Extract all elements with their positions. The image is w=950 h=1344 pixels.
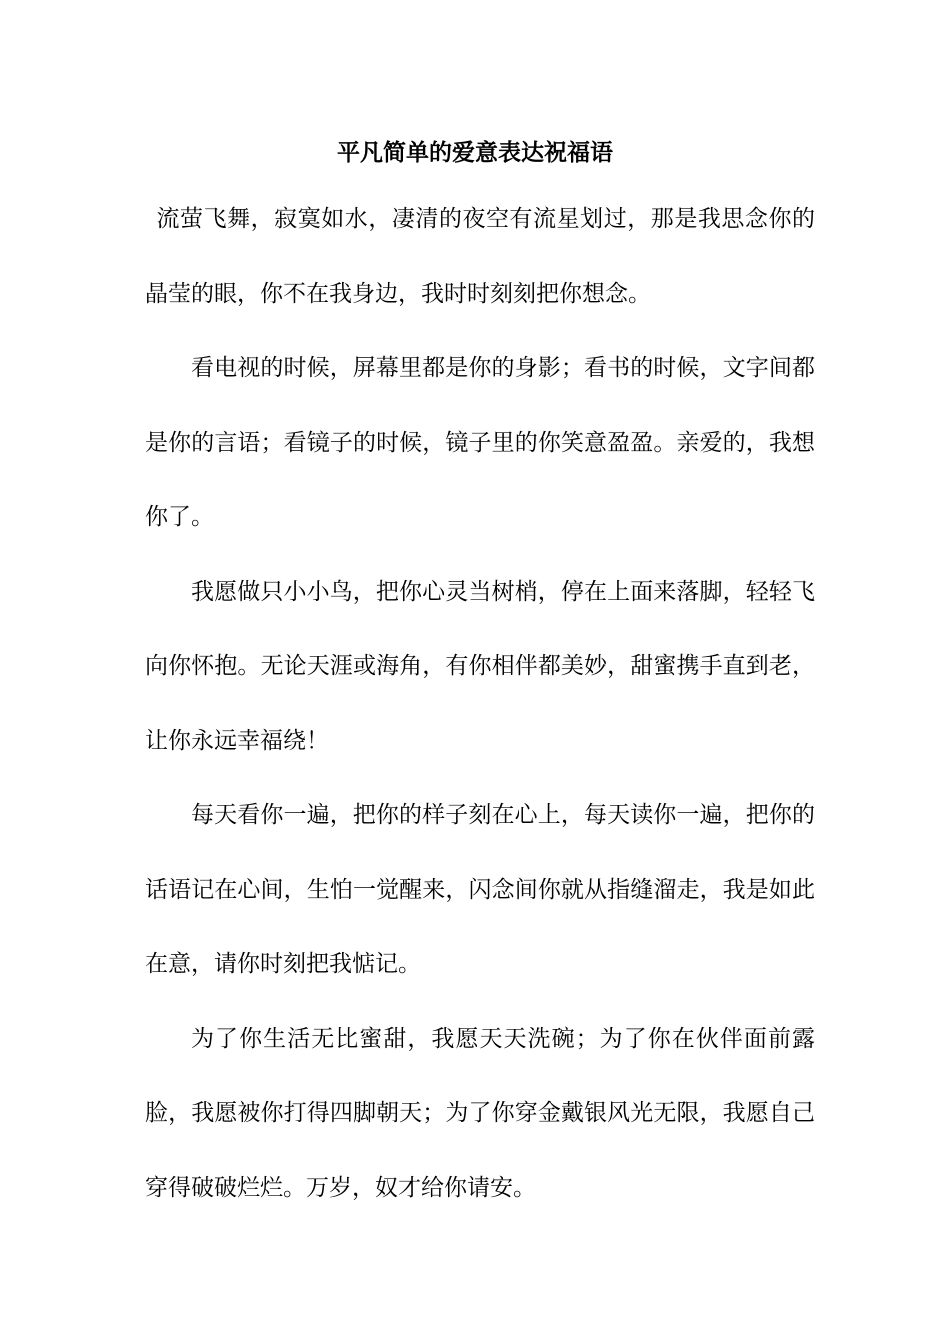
paragraph-1: 流萤飞舞，寂寞如水，凄清的夜空有流星划过，那是我思念你的晶莹的眼，你不在我身边，我时时刻刻把你想念。	[145, 206, 815, 307]
document-body	[145, 182, 815, 1225]
paragraph-4: 每天看你一遍，把你的样子刻在心上，每天读你一遍，把你的话语记在心间，生怕一觉醒来，闪念间你就从指缝溜走，我是如此在意，请你时刻把我惦记。	[145, 802, 815, 977]
document-title: 平凡简单的爱意表达祝福语	[337, 139, 613, 166]
paragraph-5: 为了你生活无比蜜甜，我愿天天洗碗；为了你在伙伴面前露脸，我愿被你打得四脚朝天；为了你穿金戴银风光无限，我愿自己穿得破破烂烂。万岁，奴才给你请安。	[145, 1025, 815, 1201]
paragraph-2: 看电视的时候，屏幕里都是你的身影；看书的时候，文字间都是你的言语；看镜子的时候，镜子里的你笑意盈盈。亲爱的，我想你了。	[145, 355, 815, 530]
paragraph-3: 我愿做只小小鸟，把你心灵当树梢，停在上面来落脚，轻轻飞向你怀抱。无论天涯或海角，有你相伴都美妙，甜蜜携手直到老，让你永远幸福绕！	[145, 578, 815, 754]
